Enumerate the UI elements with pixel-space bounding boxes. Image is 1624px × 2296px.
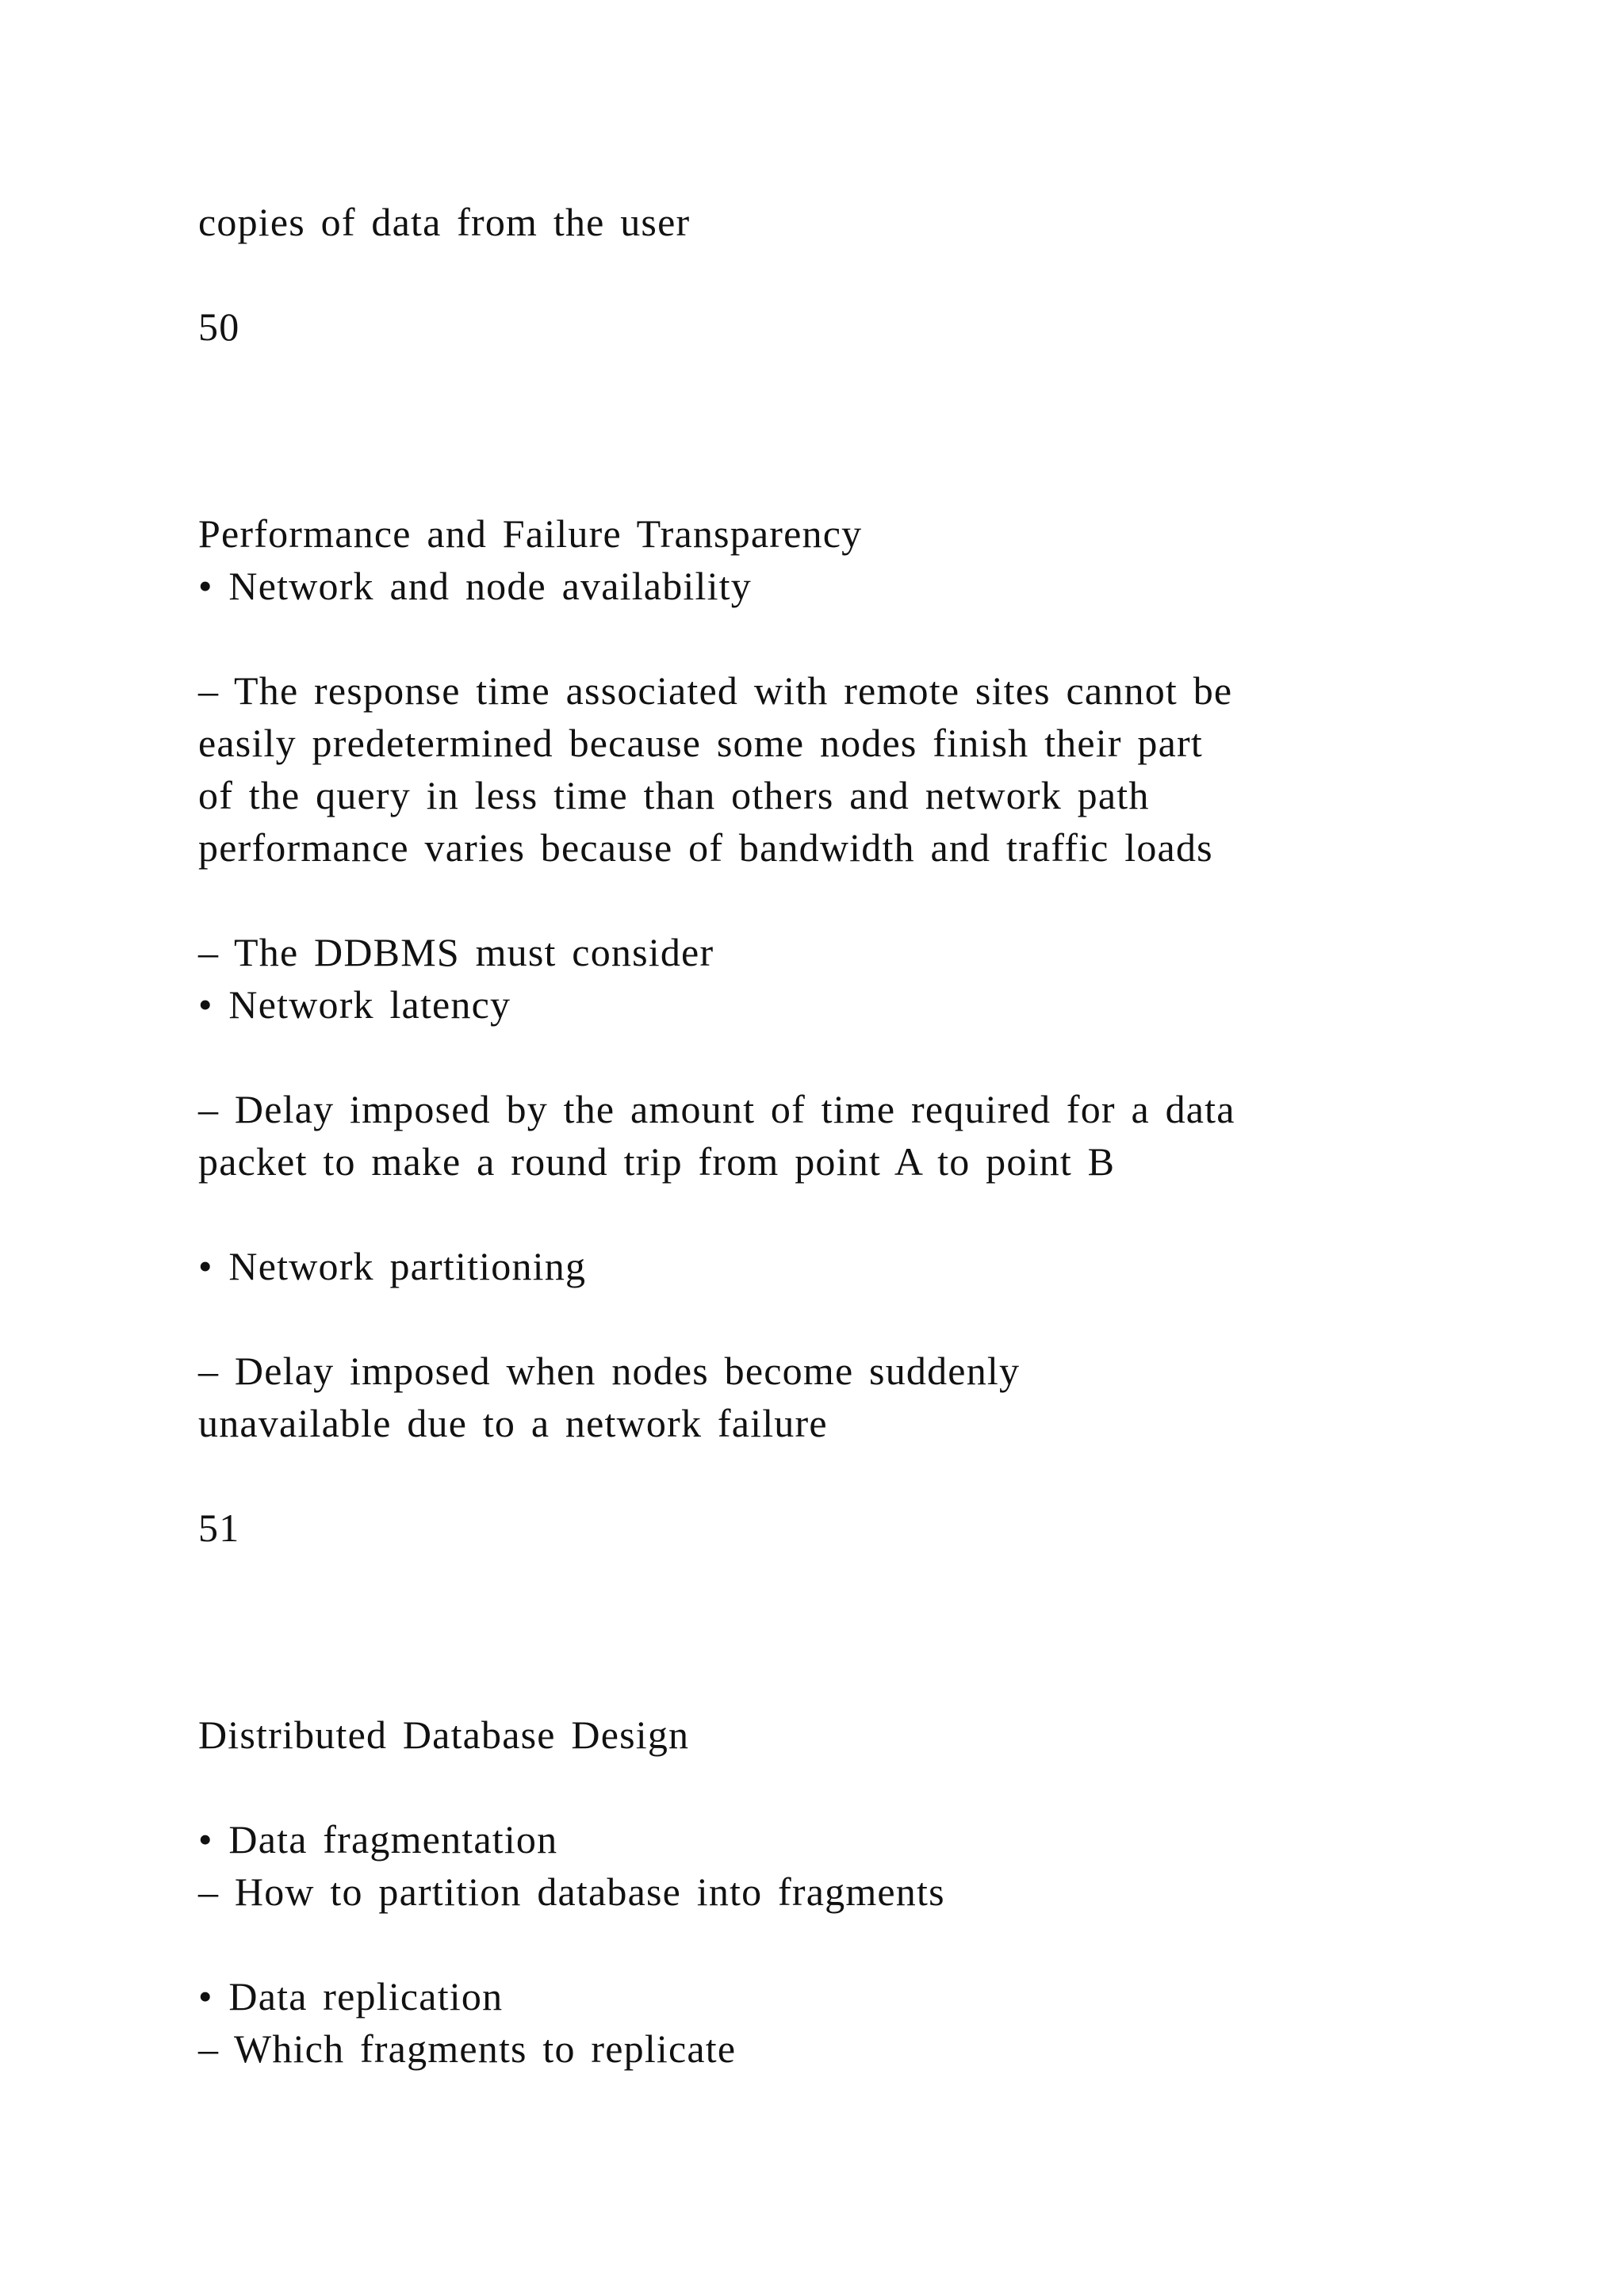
page-number: 51 <box>198 1506 240 1550</box>
text-line: unavailable due to a network failure <box>198 1401 828 1445</box>
text-line: performance varies because of bandwidth and traffic loads <box>198 825 1213 870</box>
text-line: of the query in less time than others and network path <box>198 773 1150 817</box>
text-line: easily predetermined because some nodes finish their part <box>198 721 1203 765</box>
section-heading: Performance and Failure Transparency <box>198 511 863 556</box>
bullet-item: • Network latency <box>198 982 511 1027</box>
sub-item: – Delay imposed when nodes become suddenly <box>198 1349 1021 1393</box>
text-line: packet to make a round trip from point A to point B <box>198 1139 1116 1184</box>
sub-item: – The DDBMS must consider <box>198 930 714 974</box>
text-line: copies of data from the user <box>198 200 691 244</box>
sub-item: – The response time associated with remote sites cannot be <box>198 668 1233 713</box>
sub-item: – How to partition database into fragments <box>198 1869 945 1914</box>
bullet-item: • Network and node availability <box>198 564 752 608</box>
section-heading: Distributed Database Design <box>198 1712 690 1757</box>
sub-item: – Delay imposed by the amount of time required for a data <box>198 1087 1235 1131</box>
bullet-item: • Data replication <box>198 1974 504 2019</box>
sub-item: – Which fragments to replicate <box>198 2026 737 2071</box>
bullet-item: • Data fragmentation <box>198 1817 558 1862</box>
page-number: 50 <box>198 304 240 349</box>
bullet-item: • Network partitioning <box>198 1244 587 1288</box>
